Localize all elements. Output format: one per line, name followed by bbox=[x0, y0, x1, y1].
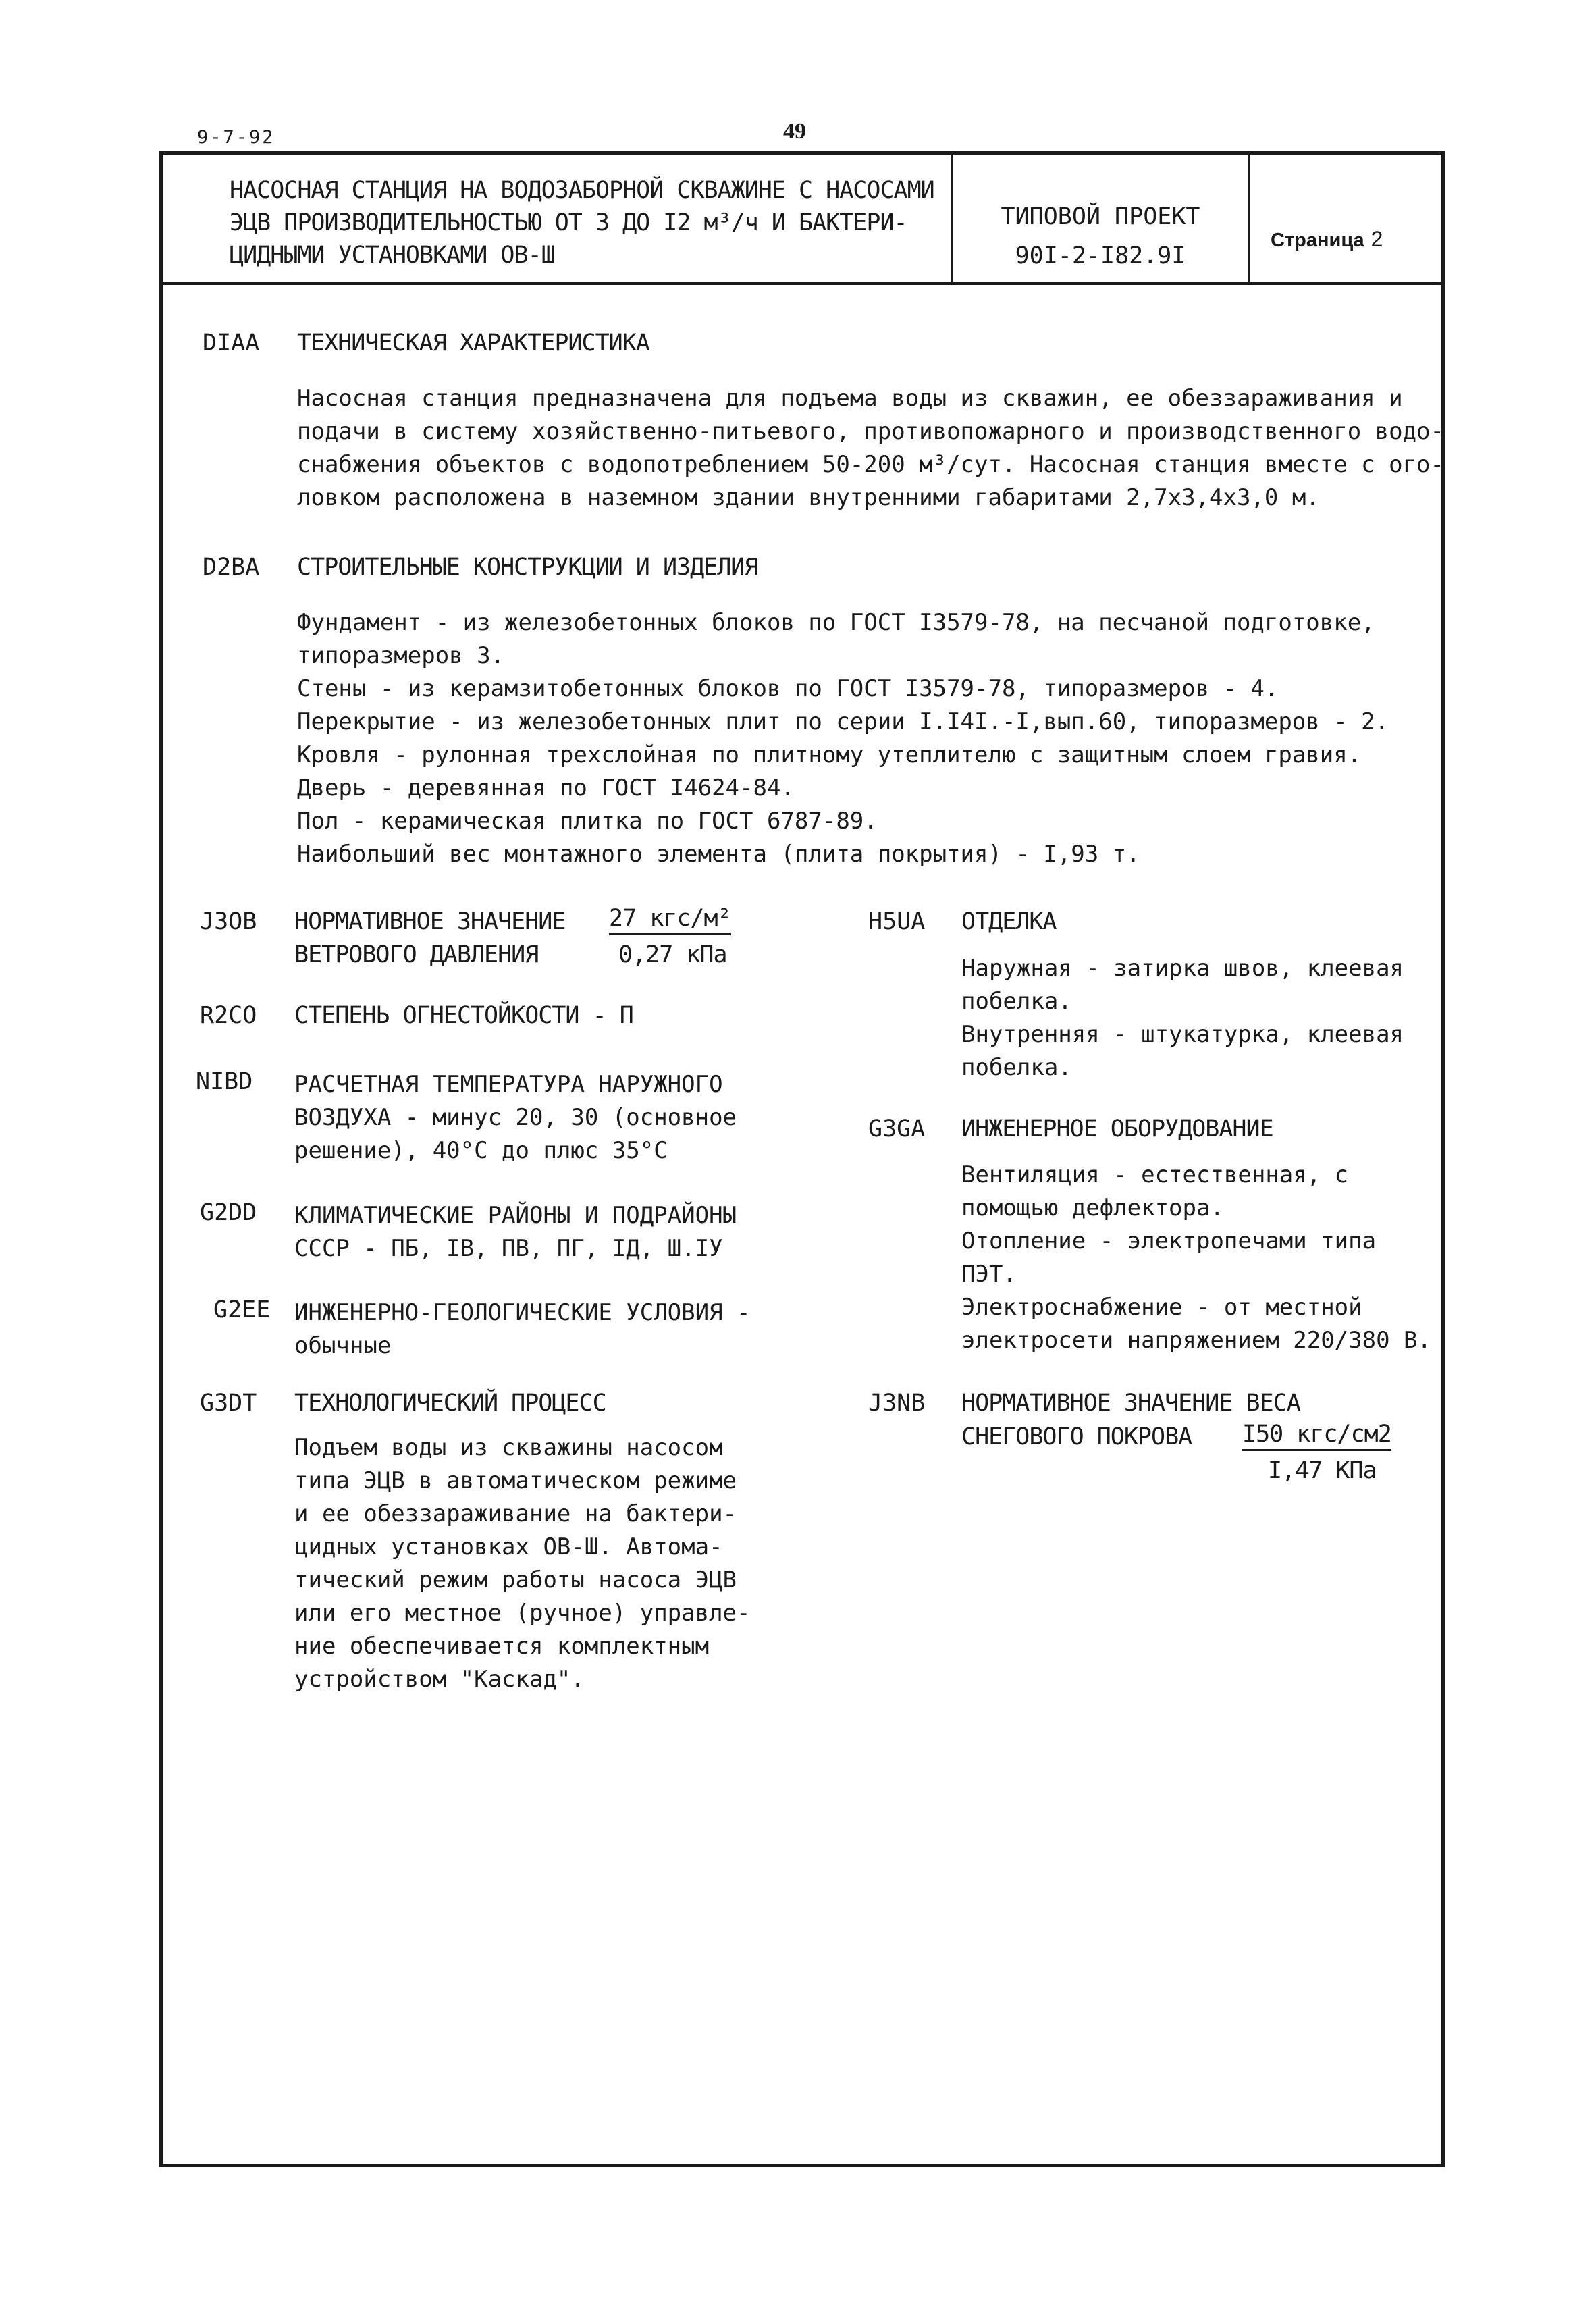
section-body-construction bbox=[297, 606, 1389, 871]
page-number: 49 bbox=[783, 119, 806, 144]
section-code-geology: G2EE bbox=[213, 1296, 271, 1323]
section-body-process bbox=[294, 1431, 751, 1696]
text-line: СССР - ПБ, IВ, ПВ, ПГ, IД, Ш.IУ bbox=[294, 1235, 723, 1262]
project-info bbox=[953, 197, 1248, 275]
text-line: типа ЭЦВ в автоматическом режиме bbox=[294, 1467, 737, 1494]
wind-title-line-1: НОРМАТИВНОЕ ЗНАЧЕНИЕ bbox=[294, 908, 566, 935]
text-line: ловком расположена в наземном здании внутренними габаритами 2,7х3,4х3,0 м. bbox=[297, 484, 1320, 511]
section-code-fire: R2CO bbox=[200, 1002, 257, 1029]
section-code-technical: DIAA bbox=[203, 330, 260, 357]
text-line: Насосная станция предназначена для подъема воды из скважин, ее обеззараживания и bbox=[297, 385, 1403, 412]
title-line: НАСОСНАЯ СТАНЦИЯ НА ВОДОЗАБОРНОЙ СКВАЖИНЕ С НАСОСАМИ bbox=[230, 177, 934, 204]
text-line: ПЭТ. bbox=[961, 1261, 1017, 1288]
sheet-value: 2 bbox=[1371, 227, 1383, 251]
text-line: типоразмеров 3. bbox=[297, 642, 505, 669]
section-body-finishing bbox=[961, 952, 1404, 1084]
document-code: 9-7-92 bbox=[197, 127, 275, 148]
text-line: Отопление - электропечами типа bbox=[961, 1228, 1377, 1255]
snow-title-line-1: НОРМАТИВНОЕ ЗНАЧЕНИЕ ВЕСА bbox=[961, 1390, 1300, 1417]
text-line: Электроснабжение - от местной bbox=[961, 1294, 1362, 1321]
wind-value-1-text: 27 кгс/м² bbox=[609, 905, 731, 935]
snow-value-1 bbox=[1242, 1421, 1391, 1448]
text-line: побелка. bbox=[961, 1054, 1072, 1081]
text-line: решение), 40°С до плюс 35°С bbox=[294, 1137, 668, 1164]
snow-title-line-2: СНЕГОВОГО ПОКРОВА bbox=[961, 1423, 1192, 1450]
title-line: ЭЦВ ПРОИЗВОДИТЕЛЬНОСТЬЮ ОТ 3 ДО I2 м³/ч И БАКТЕРИ- bbox=[230, 209, 907, 236]
finishing-title: ОТДЕЛКА bbox=[961, 908, 1057, 935]
text-line: или его местное (ручное) управле- bbox=[294, 1600, 751, 1627]
fire-title: СТЕПЕНЬ ОГНЕСТОЙКОСТИ - П bbox=[294, 1002, 633, 1029]
text-line: Наибольший вес монтажного элемента (плита покрытия) - I,93 т. bbox=[297, 841, 1140, 868]
title-line: ЦИДНЫМИ УСТАНОВКАМИ ОВ-Ш bbox=[230, 242, 555, 269]
text-line: снабжения объектов с водопотреблением 50-200 м³/сут. Насосная станция вместе с ого- bbox=[297, 451, 1444, 478]
text-line: РАСЧЕТНАЯ ТЕМПЕРАТУРА НАРУЖНОГО bbox=[294, 1071, 723, 1098]
section-code-finishing: H5UA bbox=[868, 908, 926, 935]
section-code-climate: G2DD bbox=[200, 1199, 257, 1226]
section-code-equipment: G3GA bbox=[868, 1115, 926, 1142]
snow-value-1-text: I50 кгс/см2 bbox=[1242, 1421, 1391, 1451]
text-line: ИНЖЕНЕРНО-ГЕОЛОГИЧЕСКИЕ УСЛОВИЯ - bbox=[294, 1299, 751, 1326]
text-line: и ее обеззараживание на бактери- bbox=[294, 1500, 737, 1527]
section-body-temperature bbox=[294, 1068, 737, 1167]
section-title-construction: СТРОИТЕЛЬНЫЕ КОНСТРУКЦИИ И ИЗДЕЛИЯ bbox=[297, 554, 758, 581]
wind-value-1 bbox=[609, 905, 731, 932]
text-line: Наружная - затирка швов, клеевая bbox=[961, 955, 1404, 982]
equipment-title: ИНЖЕНЕРНОЕ ОБОРУДОВАНИЕ bbox=[961, 1115, 1273, 1142]
section-code-process: G3DT bbox=[200, 1390, 257, 1417]
section-code-construction: D2BA bbox=[203, 554, 260, 581]
text-line: Стены - из керамзитобетонных блоков по ГОСТ I3579-78, типоразмеров - 4. bbox=[297, 675, 1279, 702]
document-title bbox=[230, 174, 945, 271]
process-title: ТЕХНОЛОГИЧЕСКИЙ ПРОЦЕСС bbox=[294, 1390, 606, 1417]
section-body-geology bbox=[294, 1296, 751, 1363]
text-line: тический режим работы насоса ЭЦВ bbox=[294, 1567, 737, 1594]
snow-value-2: I,47 КПа bbox=[1268, 1457, 1377, 1484]
text-line: ние обеспечивается комплектным bbox=[294, 1633, 710, 1660]
text-line: Кровля - рулонная трехслойная по плитному утеплителю с защитным слоем гравия. bbox=[297, 741, 1362, 768]
wind-value-2: 0,27 кПа bbox=[618, 941, 727, 968]
text-line: цидных установках ОВ-Ш. Автома- bbox=[294, 1533, 723, 1560]
text-line: Вентиляция - естественная, с bbox=[961, 1161, 1349, 1188]
sheet-info bbox=[1271, 227, 1383, 252]
text-line: Внутренняя - штукатурка, клеевая bbox=[961, 1021, 1404, 1048]
section-body-climate bbox=[294, 1199, 737, 1265]
section-body-equipment bbox=[961, 1159, 1431, 1357]
text-line: Подъем воды из скважины насосом bbox=[294, 1434, 723, 1461]
text-line: Перекрытие - из железобетонных плит по серии I.I4I.-I,вып.60, типоразмеров - 2. bbox=[297, 708, 1389, 735]
project-number: 90I-2-I82.9I bbox=[1015, 242, 1186, 269]
section-code-temperature: NIBD bbox=[196, 1068, 253, 1095]
text-line: КЛИМАТИЧЕСКИЕ РАЙОНЫ И ПОДРАЙОНЫ bbox=[294, 1202, 737, 1229]
text-line: Фундамент - из железобетонных блоков по ГОСТ I3579-78, на песчаной подготовке, bbox=[297, 609, 1375, 636]
text-line: обычные bbox=[294, 1332, 392, 1359]
wind-title-line-2: ВЕТРОВОГО ДАВЛЕНИЯ bbox=[294, 941, 539, 968]
text-line: подачи в систему хозяйственно-питьевого, противопожарного и производственного водо- bbox=[297, 418, 1444, 445]
sheet-label: Страница bbox=[1271, 230, 1364, 251]
section-code-wind: J3OB bbox=[200, 908, 257, 935]
text-line: Дверь - деревянная по ГОСТ I4624-84. bbox=[297, 774, 795, 801]
project-label: ТИПОВОЙ ПРОЕКТ bbox=[1001, 203, 1200, 230]
section-title-technical: ТЕХНИЧЕСКАЯ ХАРАКТЕРИСТИКА bbox=[297, 330, 649, 357]
title-block-separator-2 bbox=[1248, 153, 1250, 284]
text-line: устройством "Каскад". bbox=[294, 1666, 585, 1693]
text-line: помощью дефлектора. bbox=[961, 1194, 1224, 1221]
section-body-technical bbox=[297, 382, 1444, 515]
text-line: ВОЗДУХА - минус 20, 30 (основное bbox=[294, 1104, 737, 1131]
text-line: Пол - керамическая плитка по ГОСТ 6787-89. bbox=[297, 808, 878, 835]
text-line: электросети напряжением 220/380 В. bbox=[961, 1327, 1431, 1354]
text-line: побелка. bbox=[961, 988, 1072, 1015]
section-code-snow: J3NB bbox=[868, 1390, 926, 1417]
